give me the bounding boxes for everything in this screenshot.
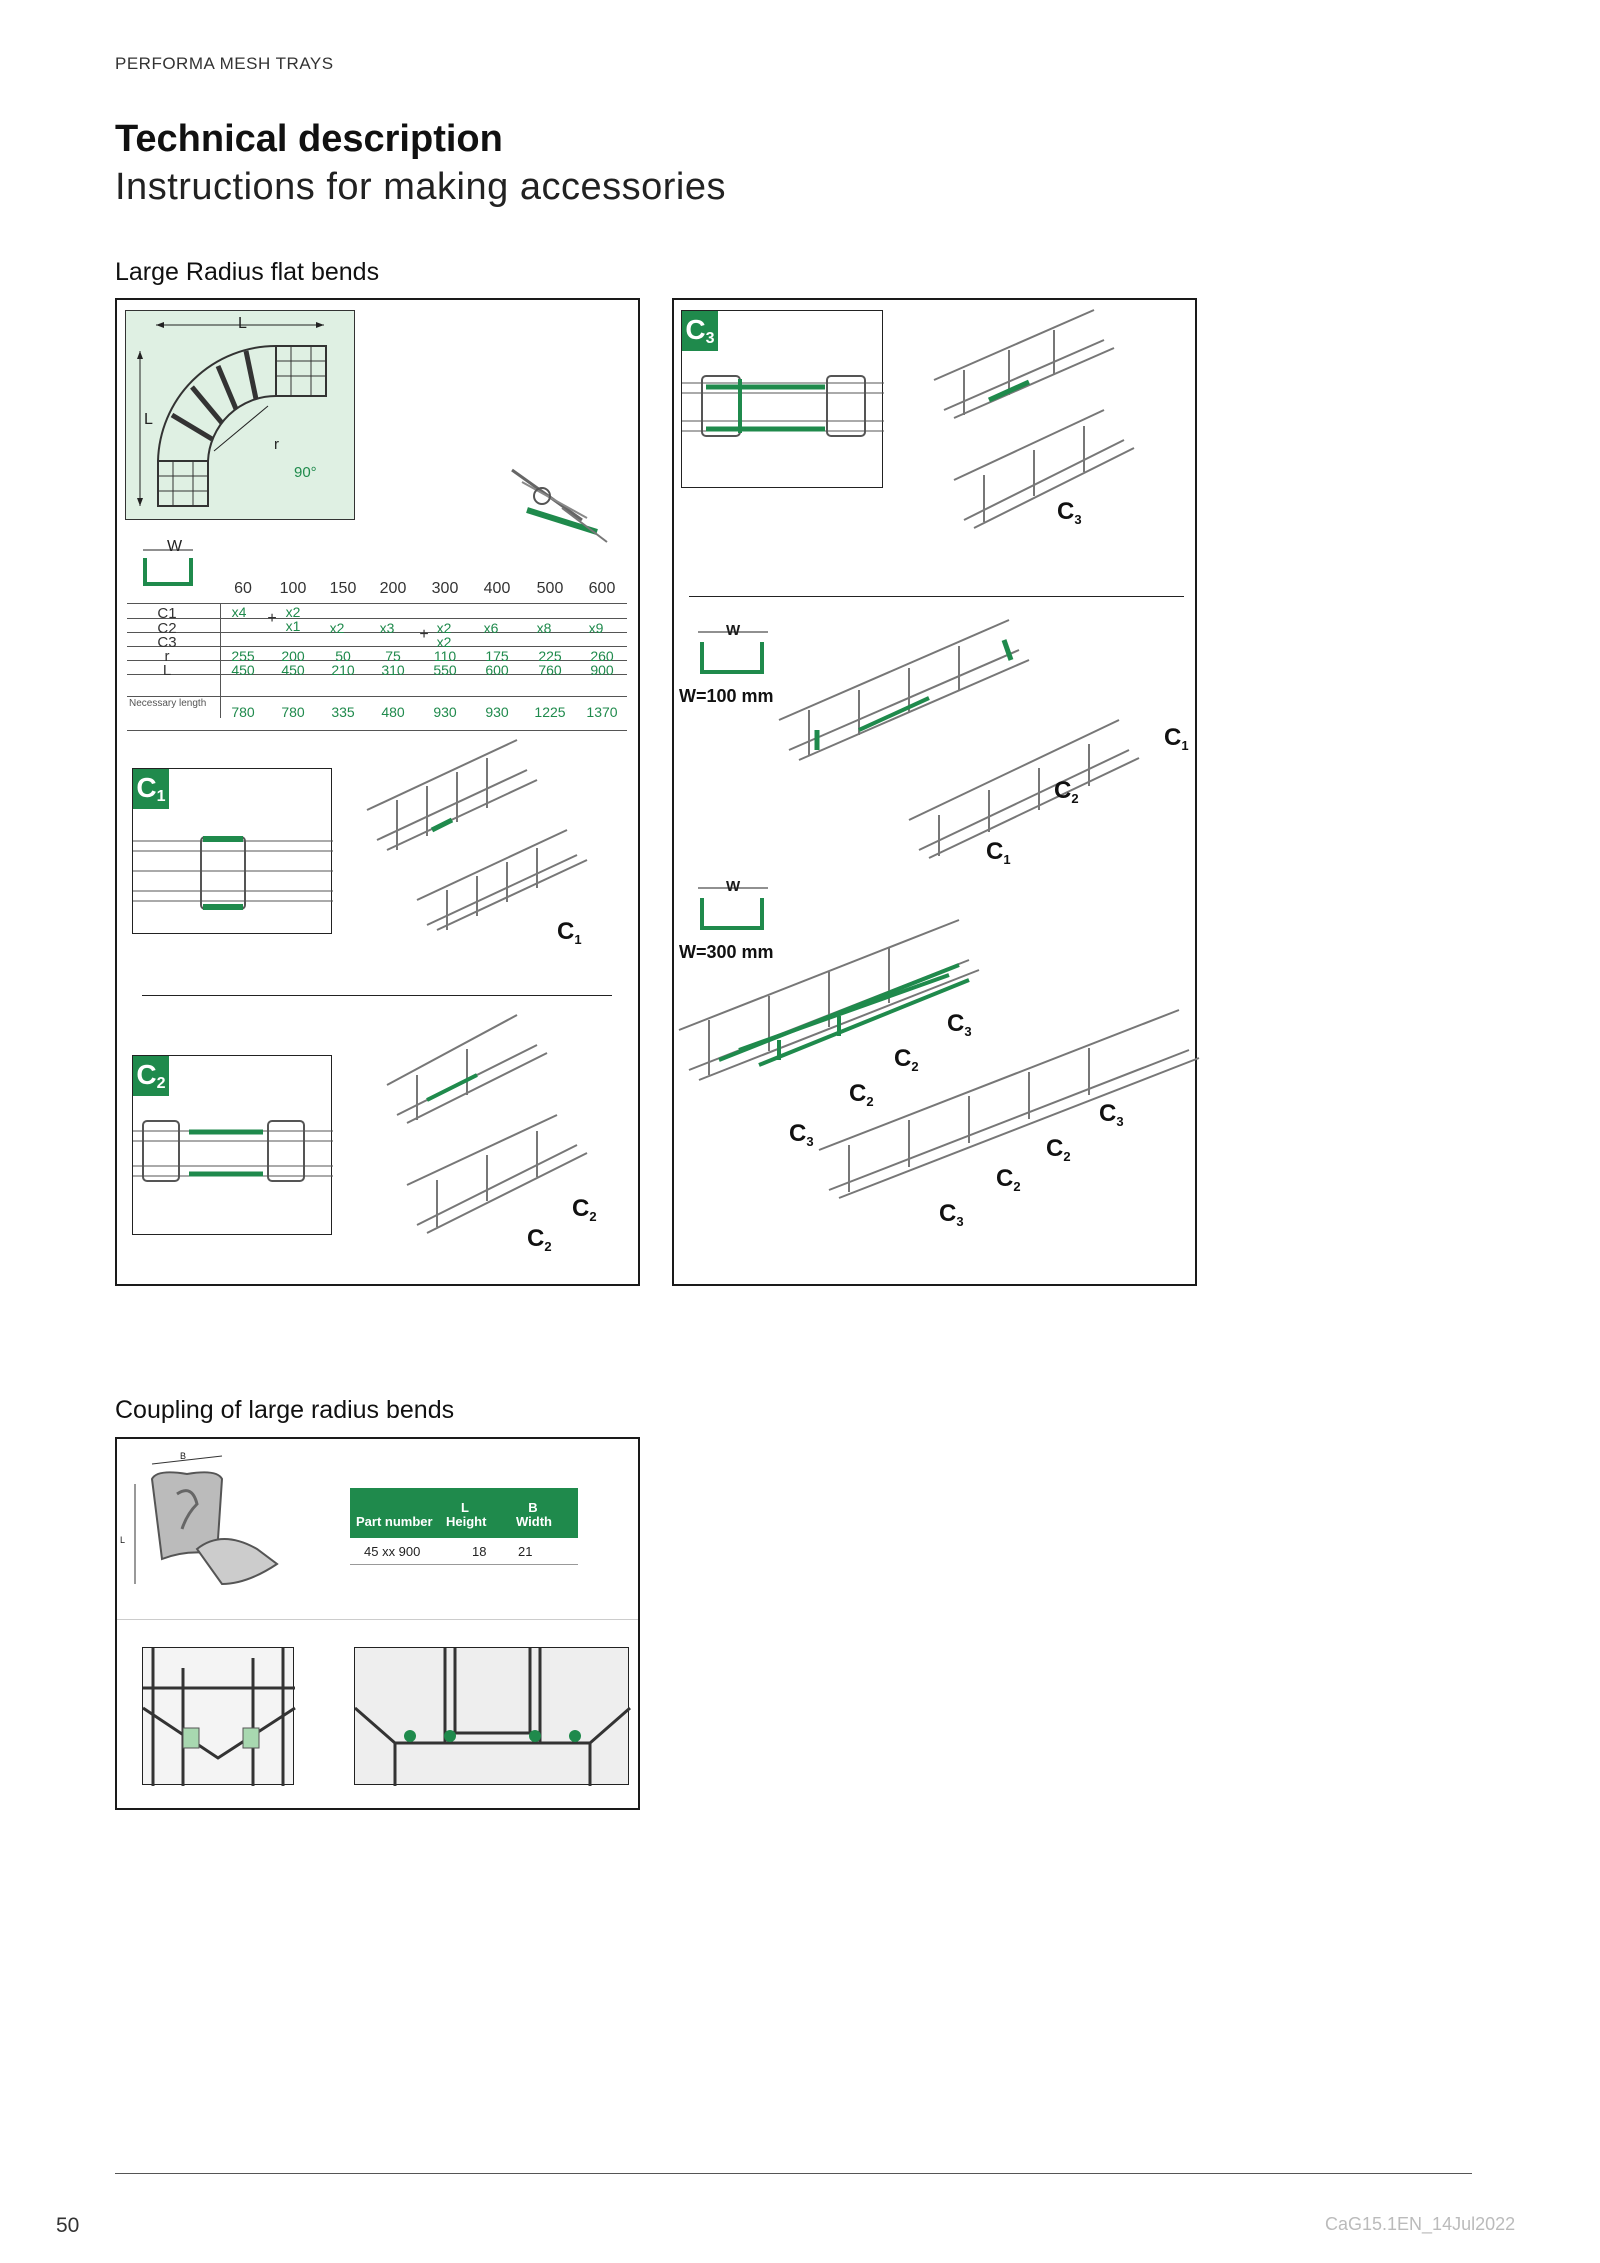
w100-label: W=100 mm bbox=[679, 686, 774, 706]
width-header-5: 400 bbox=[483, 580, 511, 597]
width-header-4: 300 bbox=[431, 580, 459, 597]
w300-label: W=300 mm bbox=[679, 942, 774, 962]
plus-2: + bbox=[419, 626, 429, 643]
c3-label-r1: $C_3$ bbox=[947, 1010, 972, 1039]
c3-label: $C_3$ bbox=[1057, 498, 1082, 527]
divider bbox=[142, 995, 612, 996]
l-value-2: 210 bbox=[331, 662, 355, 678]
c1-60: x4 bbox=[231, 604, 247, 620]
c3-tag: $C_3$ bbox=[682, 311, 718, 351]
coupling-detail-1 bbox=[142, 1647, 294, 1785]
r-value-6: 225 bbox=[538, 648, 562, 664]
dim-b: B bbox=[180, 1451, 187, 1461]
c1-label: $C_1$ bbox=[557, 918, 582, 947]
col-width: Width bbox=[516, 1514, 552, 1529]
col-part-number: Part number bbox=[356, 1514, 433, 1529]
width-header-1: 100 bbox=[279, 580, 307, 597]
c1-label-right: $C_1$ bbox=[1164, 724, 1189, 753]
col-b-letter: B bbox=[528, 1500, 538, 1515]
width-header-6: 500 bbox=[536, 580, 564, 597]
divider-right bbox=[689, 596, 1184, 597]
width-header-7: 600 bbox=[588, 580, 616, 597]
plus-1: + bbox=[267, 610, 277, 627]
necessary-value-7: 1370 bbox=[586, 704, 618, 720]
c2-150: x2 bbox=[329, 620, 345, 636]
coupling-table bbox=[350, 1488, 578, 1565]
l-value-3: 310 bbox=[381, 662, 405, 678]
c2-600: x9 bbox=[588, 620, 604, 636]
r-value-3: 75 bbox=[385, 648, 401, 664]
cell-part: 45 xx 900 bbox=[364, 1544, 421, 1559]
coupling-detail-2 bbox=[354, 1647, 629, 1785]
dim-r: r bbox=[274, 436, 279, 453]
width-header-2: 150 bbox=[329, 580, 357, 597]
necessary-value-4: 930 bbox=[433, 704, 457, 720]
necessary-value-3: 480 bbox=[381, 704, 405, 720]
cell-height: 18 bbox=[472, 1544, 487, 1559]
dim-l: L bbox=[120, 1535, 126, 1545]
c2-label-r3: $C_2$ bbox=[1046, 1135, 1071, 1164]
w-label-300: W bbox=[726, 878, 741, 895]
c1-tray-sketch bbox=[367, 740, 627, 930]
row-label-l: L bbox=[162, 662, 172, 679]
w-label-100: W bbox=[726, 622, 741, 639]
right-panel bbox=[672, 298, 1197, 1286]
c2-500: x8 bbox=[536, 620, 552, 636]
l-value-1: 450 bbox=[281, 662, 305, 678]
row-label-c3: C3 bbox=[157, 634, 177, 651]
necessary-value-2: 335 bbox=[331, 704, 355, 720]
necessary-value-1: 780 bbox=[281, 704, 305, 720]
doc-code: CaG15.1EN_14Jul2022 bbox=[1325, 2214, 1516, 2234]
bend-drawing bbox=[126, 311, 356, 521]
r-value-7: 260 bbox=[590, 648, 614, 664]
c2-label-2: $C_2$ bbox=[527, 1225, 552, 1254]
row-label-c2: C2 bbox=[157, 620, 177, 637]
page-subtitle: Instructions for making accessories bbox=[115, 166, 726, 208]
l-value-7: 900 bbox=[590, 662, 614, 678]
bend-table bbox=[117, 568, 642, 768]
c2-label-1: $C_2$ bbox=[572, 1195, 597, 1224]
page-title: Technical description bbox=[115, 118, 503, 160]
angle-label: 90° bbox=[294, 464, 317, 481]
width-label: W bbox=[167, 538, 183, 555]
c2-label-r4: $C_2$ bbox=[996, 1165, 1021, 1194]
coupling-table-header bbox=[350, 1488, 578, 1538]
c2-label-r1: $C_2$ bbox=[894, 1045, 919, 1074]
c1-label-right-2: $C_1$ bbox=[986, 838, 1011, 867]
r-value-1: 200 bbox=[281, 648, 305, 664]
bend-diagram bbox=[125, 310, 355, 520]
necessary-value-5: 930 bbox=[485, 704, 509, 720]
width-header-3: 200 bbox=[379, 580, 407, 597]
c3-300: x2 bbox=[436, 634, 452, 650]
col-l-letter: L bbox=[461, 1500, 469, 1515]
necessary-value-0: 780 bbox=[231, 704, 255, 720]
necessary-length-label: Necessary length bbox=[129, 698, 207, 709]
c3-label-r3: $C_3$ bbox=[1099, 1100, 1124, 1129]
bends-heading: Large Radius flat bends bbox=[115, 258, 380, 286]
coupling-detail-1-drawing bbox=[143, 1648, 295, 1786]
coupling-heading: Coupling of large radius bends bbox=[115, 1396, 455, 1424]
dim-l-side: L bbox=[144, 411, 153, 428]
l-value-4: 550 bbox=[433, 662, 457, 678]
section-label: PERFORMA MESH TRAYS bbox=[115, 54, 334, 73]
necessary-value-6: 1225 bbox=[534, 704, 566, 720]
row-label-r: r bbox=[164, 648, 170, 665]
table-row bbox=[350, 1538, 578, 1565]
c1-100: x2 bbox=[285, 604, 301, 620]
c2-label-r2: $C_2$ bbox=[849, 1080, 874, 1109]
width-header-0: 60 bbox=[234, 580, 252, 597]
row-label-c1: C1 bbox=[157, 605, 177, 622]
c3-label-r2: $C_3$ bbox=[789, 1120, 814, 1149]
coupler-icon bbox=[127, 1454, 287, 1604]
cutter-tool-icon bbox=[512, 470, 612, 550]
c3-label-r4: $C_3$ bbox=[939, 1200, 964, 1229]
c2-label-right: $C_2$ bbox=[1054, 777, 1079, 806]
c2-300: x2 bbox=[436, 620, 452, 636]
footer-divider bbox=[115, 2173, 1472, 2174]
r-value-2: 50 bbox=[335, 648, 351, 664]
cell-width: 21 bbox=[518, 1544, 533, 1559]
l-value-6: 760 bbox=[538, 662, 562, 678]
left-panel bbox=[115, 298, 640, 1286]
r-value-4: 110 bbox=[433, 648, 457, 664]
coupling-divider bbox=[117, 1619, 638, 1620]
r-value-5: 175 bbox=[485, 648, 509, 664]
tray-profile-100-icon bbox=[696, 632, 776, 682]
c1b-100: x1 bbox=[285, 618, 301, 634]
l-value-0: 450 bbox=[231, 662, 255, 678]
page-number: 50 bbox=[56, 2214, 80, 2237]
dim-l-top: L bbox=[238, 315, 247, 332]
coupling-detail-2-drawing bbox=[355, 1648, 630, 1786]
w300-tray-sketch bbox=[679, 920, 1189, 1240]
c1-tag: $C_1$ bbox=[133, 769, 169, 809]
c2-400: x6 bbox=[483, 620, 499, 636]
c2-tag: $C_2$ bbox=[133, 1056, 169, 1096]
r-value-0: 255 bbox=[231, 648, 255, 664]
l-value-5: 600 bbox=[485, 662, 509, 678]
col-height: Height bbox=[446, 1514, 487, 1529]
w100-tray-sketch bbox=[779, 620, 1179, 860]
c2-200: x3 bbox=[379, 620, 395, 636]
